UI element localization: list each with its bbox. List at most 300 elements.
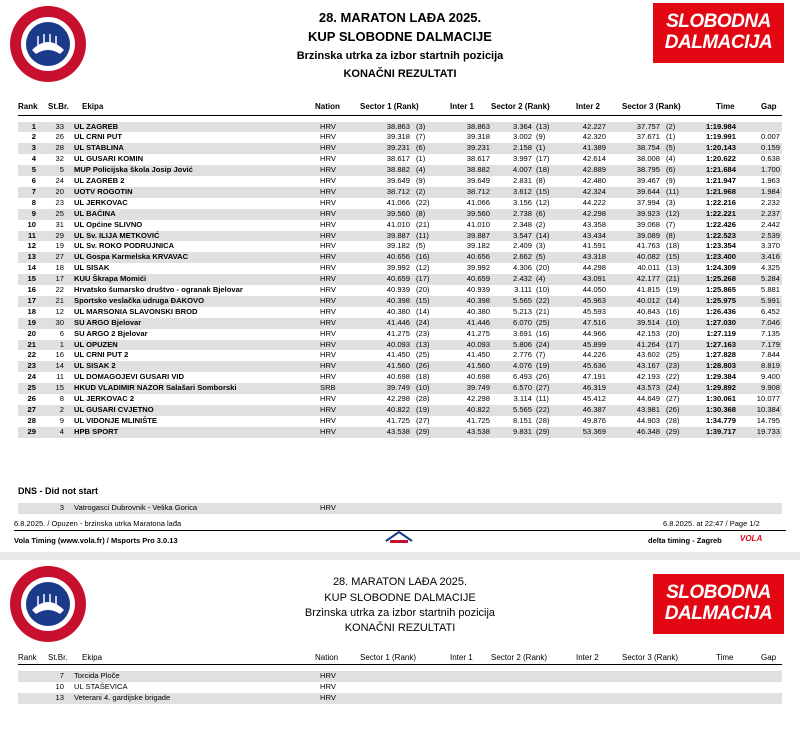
col-gap: Gap xyxy=(761,653,777,662)
sector3-rank-cell: (23) xyxy=(666,361,680,371)
team-cell: UL ZAGREB 2 xyxy=(74,176,125,185)
inter2-cell: 49.876 xyxy=(582,415,606,425)
table-row xyxy=(18,350,782,361)
results-label: KONAČNI REZULTATI xyxy=(344,622,456,634)
table-row xyxy=(18,274,782,285)
rank-cell: 5 xyxy=(31,165,36,175)
sector1-cell: 39.318 xyxy=(386,132,410,142)
sector2-rank-cell: (10) xyxy=(536,285,550,294)
team-cell: UL ZAGREB xyxy=(74,121,119,131)
inter1-cell: 40.659 xyxy=(466,274,490,284)
nation-cell: HRV xyxy=(320,350,336,360)
inter2-cell: 53.369 xyxy=(582,426,606,436)
start-no-cell: 33 xyxy=(55,121,64,131)
time-cell: 1:22.221 xyxy=(706,208,736,218)
start-no-cell: 12 xyxy=(55,306,64,316)
sector1-cell: 40.698 xyxy=(386,372,410,382)
sector1-cell: 39.649 xyxy=(386,176,410,185)
gap-cell: 9.908 xyxy=(760,383,780,393)
sector3-rank-cell: (18) xyxy=(666,241,680,251)
team-cell: UL Gospa Karmelska KRVAVAC xyxy=(74,252,189,262)
inter2-cell: 46.387 xyxy=(582,404,606,414)
team-cell: UL STAŠEVICA xyxy=(74,681,128,691)
sector3-cell: 40.843 xyxy=(636,306,660,316)
rank-cell: 16 xyxy=(27,285,36,294)
gap-cell: 14.795 xyxy=(756,415,780,425)
team-cell: UL Općine SLIVNO xyxy=(74,219,143,229)
sector3-rank-cell: (15) xyxy=(666,252,680,262)
inter2-cell: 44.966 xyxy=(582,328,606,338)
time-cell: 1:39.717 xyxy=(706,426,736,436)
sector1-rank-cell: (4) xyxy=(416,165,426,175)
nation-cell: HRV xyxy=(320,671,336,680)
inter2-cell: 42.480 xyxy=(582,176,606,185)
sector1-cell: 39.231 xyxy=(386,143,410,153)
rank-cell: 6 xyxy=(31,176,36,185)
rank-cell: 28 xyxy=(27,415,36,425)
sector1-cell: 40.398 xyxy=(386,295,410,305)
sector3-cell: 39.514 xyxy=(636,317,660,327)
sector2-cell: 2.348 xyxy=(512,219,532,229)
sector2-rank-cell: (22) xyxy=(536,404,550,414)
sector3-cell: 39.089 xyxy=(636,230,660,240)
sector2-rank-cell: (16) xyxy=(536,328,550,338)
inter2-cell: 45.412 xyxy=(582,394,606,403)
start-no-cell: 31 xyxy=(55,219,64,229)
table-row xyxy=(18,165,782,176)
team-cell: UL JERKOVAC 2 xyxy=(74,394,135,403)
time-cell: 1:21.684 xyxy=(706,165,736,175)
nation-cell: HRV xyxy=(320,165,336,175)
sector2-cell: 3.612 xyxy=(512,186,532,196)
time-cell: 1:21.947 xyxy=(706,176,736,185)
rank-cell: 13 xyxy=(27,252,36,262)
sector1-rank-cell: (25) xyxy=(416,350,430,360)
inter2-cell: 43.358 xyxy=(582,219,606,229)
time-cell: 1:23.400 xyxy=(706,252,736,262)
sector2-cell: 2.158 xyxy=(512,143,532,153)
time-cell: 1:29.384 xyxy=(706,372,736,382)
col-inter1: Inter 1 xyxy=(450,102,475,111)
inter1-cell: 39.560 xyxy=(466,208,490,218)
sector2-cell: 3.111 xyxy=(514,285,532,294)
col-inter2: Inter 2 xyxy=(576,653,599,662)
gap-cell: 8.819 xyxy=(760,361,780,371)
table-row xyxy=(18,405,782,416)
team-cell: Sportsko veslačka udruga ĐAKOVO xyxy=(74,295,204,305)
timing-logo xyxy=(384,530,414,544)
team-cell: UL JERKOVAC xyxy=(74,197,128,207)
inter1-cell: 38.712 xyxy=(466,186,490,196)
team-cell: UL VIDONJE MLINIŠTE xyxy=(74,415,157,425)
rank-cell: 3 xyxy=(31,143,36,153)
dns-row xyxy=(18,671,782,682)
sector2-rank-cell: (12) xyxy=(536,197,550,207)
sector2-rank-cell: (28) xyxy=(536,415,550,425)
sector1-cell: 38.882 xyxy=(386,165,410,175)
sector2-rank-cell: (17) xyxy=(536,154,550,164)
col-sector2: Sector 2 (Rank) xyxy=(491,102,550,111)
inter2-cell: 46.319 xyxy=(582,383,606,393)
gap-cell: 0.007 xyxy=(760,132,780,142)
results-label: KONAČNI REZULTATI xyxy=(343,68,457,80)
sector2-rank-cell: (6) xyxy=(536,208,546,218)
nation-cell: HRV xyxy=(320,503,336,512)
rank-cell: 23 xyxy=(27,361,36,371)
table-row xyxy=(18,372,782,383)
start-no-cell: 7 xyxy=(59,671,64,680)
footer-software: Vola Timing (www.vola.fr) / Msports Pro 3.0.13 xyxy=(14,536,178,545)
sector1-cell: 41.560 xyxy=(386,361,410,371)
sector1-cell: 41.725 xyxy=(386,415,410,425)
inter1-cell: 40.656 xyxy=(466,252,490,262)
rank-cell: 2 xyxy=(31,132,36,142)
sector1-cell: 39.560 xyxy=(386,208,410,218)
sector2-cell: 6.570 xyxy=(512,383,532,393)
start-no-cell: 30 xyxy=(55,317,64,327)
sector3-rank-cell: (4) xyxy=(666,154,676,164)
table-row xyxy=(18,427,782,438)
inter1-cell: 41.725 xyxy=(466,415,490,425)
team-cell: UL DOMAGOJEVI GUSARI VID xyxy=(74,372,184,382)
sector1-cell: 39.182 xyxy=(386,241,410,251)
col-sector3: Sector 3 (Rank) xyxy=(622,102,681,111)
sector2-rank-cell: (27) xyxy=(536,383,550,393)
table-row xyxy=(18,198,782,209)
start-no-cell: 21 xyxy=(55,295,64,305)
sector3-rank-cell: (11) xyxy=(666,186,679,196)
sector2-rank-cell: (25) xyxy=(536,317,550,327)
results-page-2 xyxy=(0,560,800,756)
table-row xyxy=(18,241,782,252)
nation-cell: HRV xyxy=(320,285,336,294)
rank-cell: 15 xyxy=(27,274,36,284)
col-sector1: Sector 1 (Rank) xyxy=(360,653,417,662)
nation-cell: HRV xyxy=(320,361,336,371)
inter2-cell: 44.298 xyxy=(582,263,606,273)
table-row xyxy=(18,394,782,405)
inter1-cell: 39.649 xyxy=(466,176,490,185)
nation-cell: HRV xyxy=(320,404,336,414)
start-no-cell: 10 xyxy=(55,681,64,691)
table-row xyxy=(18,143,782,154)
nation-cell: HRV xyxy=(320,219,336,229)
sector1-rank-cell: (16) xyxy=(416,252,430,262)
nation-cell: HRV xyxy=(320,681,336,691)
team-cell: UL BAĆINA xyxy=(74,208,116,218)
col-gap: Gap xyxy=(761,102,777,111)
rank-cell: 19 xyxy=(27,317,36,327)
start-no-cell: 25 xyxy=(55,208,64,218)
inter1-cell: 39.887 xyxy=(466,230,490,240)
start-no-cell: 11 xyxy=(56,372,64,382)
gap-cell: 6.452 xyxy=(760,306,780,316)
vola-logo: VOLA xyxy=(740,534,763,543)
inter1-cell: 38.882 xyxy=(466,165,490,175)
inter1-cell: 38.863 xyxy=(466,121,490,131)
team-cell: UL Sv. ROKO PODRUJNICA xyxy=(74,241,175,251)
dns-row xyxy=(18,503,782,514)
sector3-cell: 40.012 xyxy=(636,295,660,305)
dns-row xyxy=(18,682,782,693)
sector3-rank-cell: (3) xyxy=(666,197,676,207)
table-header xyxy=(0,102,800,114)
gap-cell: 7.844 xyxy=(760,350,780,360)
gap-cell: 0.159 xyxy=(760,143,780,153)
sector2-rank-cell: (11) xyxy=(536,394,549,403)
rank-cell: 12 xyxy=(27,241,36,251)
sector3-rank-cell: (10) xyxy=(666,317,680,327)
inter2-cell: 47.516 xyxy=(582,317,606,327)
sector3-rank-cell: (2) xyxy=(666,121,676,131)
sector3-rank-cell: (28) xyxy=(666,415,680,425)
sector2-rank-cell: (8) xyxy=(536,176,546,185)
start-no-cell: 22 xyxy=(55,285,64,294)
sector2-cell: 6.493 xyxy=(512,372,532,382)
sector1-cell: 41.066 xyxy=(386,197,410,207)
col-sector1: Sector 1 (Rank) xyxy=(360,102,419,111)
sector2-cell: 3.364 xyxy=(512,121,532,131)
rank-cell: 11 xyxy=(27,230,36,240)
sector3-cell: 43.602 xyxy=(636,350,660,360)
rank-cell: 21 xyxy=(27,339,36,349)
col-time: Time xyxy=(716,653,734,662)
table-row xyxy=(18,383,782,394)
gap-cell: 7.135 xyxy=(760,328,780,338)
nation-cell: HRV xyxy=(320,154,336,164)
start-no-cell: 27 xyxy=(55,252,64,262)
nation-cell: HRV xyxy=(320,252,336,262)
time-cell: 1:27.119 xyxy=(706,328,736,338)
table-row xyxy=(18,296,782,307)
team-cell: UL MARSONIA SLAVONSKI BROD xyxy=(74,306,198,316)
start-no-cell: 17 xyxy=(55,274,64,284)
sector1-cell: 38.712 xyxy=(386,186,410,196)
inter1-cell: 38.617 xyxy=(466,154,490,164)
inter1-cell: 39.182 xyxy=(466,241,490,251)
sector1-rank-cell: (3) xyxy=(416,121,426,131)
gap-cell: 7.046 xyxy=(760,317,780,327)
sector2-rank-cell: (15) xyxy=(536,186,550,196)
table-row xyxy=(18,361,782,372)
inter1-cell: 39.231 xyxy=(466,143,490,153)
team-cell: UL GUSARI CVJETNO xyxy=(74,404,154,414)
start-no-cell: 13 xyxy=(55,692,64,702)
inter2-cell: 41.389 xyxy=(582,143,606,153)
table-row xyxy=(18,318,782,329)
sector3-rank-cell: (7) xyxy=(666,219,676,229)
start-no-cell: 14 xyxy=(55,361,64,371)
sector2-rank-cell: (2) xyxy=(536,219,546,229)
sector3-cell: 43.981 xyxy=(636,404,660,414)
start-no-cell: 4 xyxy=(59,426,64,436)
gap-cell: 10.077 xyxy=(756,394,780,403)
sector3-cell: 40.011 xyxy=(637,263,660,273)
gap-cell: 1.963 xyxy=(760,176,780,185)
col-inter2: Inter 2 xyxy=(576,102,601,111)
sector1-cell: 39.749 xyxy=(386,383,410,393)
sector3-cell: 43.167 xyxy=(636,361,660,371)
sector1-cell: 41.010 xyxy=(386,219,410,229)
sector3-cell: 43.573 xyxy=(636,383,660,393)
nation-cell: HRV xyxy=(320,176,336,185)
gap-cell: 9.400 xyxy=(760,372,780,382)
inter1-cell: 40.822 xyxy=(466,404,490,414)
sector3-cell: 39.923 xyxy=(636,208,660,218)
sector3-rank-cell: (17) xyxy=(666,339,680,349)
table-row xyxy=(18,209,782,220)
rank-cell: 1 xyxy=(31,121,36,131)
sector1-rank-cell: (2) xyxy=(416,186,426,196)
start-no-cell: 32 xyxy=(55,154,64,164)
sector1-cell: 40.939 xyxy=(386,285,410,294)
nation-cell: HRV xyxy=(320,372,336,382)
gap-cell: 3.416 xyxy=(760,252,780,262)
footer-timing: delta timing - Zagreb xyxy=(648,536,722,545)
sector1-cell: 41.446 xyxy=(386,317,410,327)
sector1-rank-cell: (17) xyxy=(416,274,430,284)
sector1-cell: 41.450 xyxy=(386,350,410,360)
col-team: Ekipa xyxy=(82,102,104,111)
sector2-cell: 3.114 xyxy=(513,394,532,403)
team-cell: SU ARGO 2 Bjelovar xyxy=(74,328,148,338)
nation-cell: HRV xyxy=(320,306,336,316)
inter2-cell: 41.591 xyxy=(582,241,606,251)
inter2-cell: 42.889 xyxy=(582,165,606,175)
sector1-rank-cell: (10) xyxy=(416,383,430,393)
dns-title: DNS - Did not start xyxy=(18,486,98,496)
time-cell: 1:19.984 xyxy=(706,121,736,131)
header-divider xyxy=(18,115,782,116)
sector1-rank-cell: (14) xyxy=(416,306,430,316)
rank-cell: 10 xyxy=(27,219,36,229)
sector3-cell: 41.815 xyxy=(636,285,660,294)
sector3-rank-cell: (25) xyxy=(666,350,680,360)
nation-cell: HRV xyxy=(320,339,336,349)
sector3-cell: 41.264 xyxy=(636,339,660,349)
start-no-cell: 23 xyxy=(55,197,64,207)
nation-cell: HRV xyxy=(320,692,336,702)
team-cell: Vatrogasci Dubrovnik - Velika Gorica xyxy=(74,503,198,512)
start-no-cell: 18 xyxy=(55,263,64,273)
sector2-cell: 2.409 xyxy=(512,241,532,251)
inter1-cell: 40.698 xyxy=(466,372,490,382)
time-cell: 1:20.622 xyxy=(706,154,736,164)
start-no-cell: 24 xyxy=(55,176,64,185)
team-cell: UOTV ROGOTIN xyxy=(74,186,133,196)
col-time: Time xyxy=(716,102,735,111)
inter2-cell: 42.324 xyxy=(582,186,606,196)
time-cell: 1:25.865 xyxy=(706,285,736,294)
sector1-rank-cell: (21) xyxy=(416,219,430,229)
table-row xyxy=(18,252,782,263)
team-cell: SU ARGO Bjelovar xyxy=(74,317,142,327)
gap-cell: 2.232 xyxy=(760,197,780,207)
table-row xyxy=(18,263,782,274)
header-divider xyxy=(18,664,782,665)
rank-cell: 25 xyxy=(27,383,36,393)
start-no-cell: 3 xyxy=(59,503,64,512)
sector2-rank-cell: (13) xyxy=(536,121,550,131)
sector1-rank-cell: (11) xyxy=(416,230,429,240)
start-no-cell: 9 xyxy=(59,415,64,425)
inter1-cell: 41.275 xyxy=(466,328,490,338)
gap-cell: 1.700 xyxy=(760,165,780,175)
gap-cell: 19.733 xyxy=(756,426,780,436)
sector1-rank-cell: (6) xyxy=(416,143,426,153)
sector1-rank-cell: (18) xyxy=(416,372,430,382)
sector3-rank-cell: (5) xyxy=(666,143,676,153)
sector1-rank-cell: (26) xyxy=(416,361,430,371)
sector3-cell: 38.008 xyxy=(636,154,660,164)
team-cell: HKUD VLADIMIR NAZOR Salašari Somborski xyxy=(74,383,237,393)
team-cell: HPB SPORT xyxy=(74,426,119,436)
sector3-rank-cell: (14) xyxy=(666,295,680,305)
inter1-cell: 41.066 xyxy=(466,197,490,207)
col-nation: Nation xyxy=(315,102,340,111)
inter2-cell: 45.593 xyxy=(582,306,606,316)
inter1-cell: 40.093 xyxy=(466,339,490,349)
team-cell: UL SISAK xyxy=(74,263,110,273)
inter2-cell: 42.227 xyxy=(582,121,606,131)
nation-cell: HRV xyxy=(320,186,336,196)
sector1-rank-cell: (12) xyxy=(416,263,430,273)
sector2-cell: 4.007 xyxy=(512,165,532,175)
event-subtitle: KUP SLOBODNE DALMACIJE xyxy=(308,29,492,44)
inter2-cell: 45.899 xyxy=(582,339,606,349)
start-no-cell: 15 xyxy=(55,383,64,393)
inter2-cell: 45.963 xyxy=(582,295,606,305)
sector3-cell: 37.757 xyxy=(636,121,660,131)
inter2-cell: 45.636 xyxy=(582,361,606,371)
nation-cell: HRV xyxy=(320,274,336,284)
sector1-cell: 38.863 xyxy=(386,121,410,131)
sector2-cell: 3.002 xyxy=(512,132,532,142)
start-no-cell: 6 xyxy=(59,328,64,338)
sector1-rank-cell: (5) xyxy=(416,241,426,251)
sector3-cell: 44.903 xyxy=(636,415,660,425)
table-row xyxy=(18,285,782,296)
inter1-cell: 40.939 xyxy=(466,285,490,294)
sector1-rank-cell: (1) xyxy=(416,154,426,164)
time-cell: 1:23.354 xyxy=(706,241,736,251)
sector1-rank-cell: (22) xyxy=(416,197,430,207)
sector3-rank-cell: (1) xyxy=(666,132,676,142)
inter1-cell: 40.380 xyxy=(466,306,490,316)
sector1-rank-cell: (28) xyxy=(416,394,430,403)
table-row xyxy=(18,132,782,143)
sector1-rank-cell: (9) xyxy=(416,176,426,185)
sector1-cell: 40.380 xyxy=(386,306,410,316)
table-row xyxy=(18,416,782,427)
sector1-cell: 40.659 xyxy=(386,274,410,284)
sector1-rank-cell: (23) xyxy=(416,328,430,338)
col-start-no: St.Br. xyxy=(48,102,69,111)
sector1-cell: 41.275 xyxy=(386,328,410,338)
sector1-rank-cell: (20) xyxy=(416,285,430,294)
start-no-cell: 26 xyxy=(55,132,64,142)
team-cell: Hrvatsko šumarsko društvo - ogranak Bjelovar xyxy=(74,285,243,294)
inter1-cell: 41.560 xyxy=(466,361,490,371)
sector2-cell: 3.691 xyxy=(512,328,532,338)
sector1-rank-cell: (27) xyxy=(416,415,430,425)
sector2-cell: 2.662 xyxy=(512,252,532,262)
table-row xyxy=(18,220,782,231)
sector2-cell: 2.776 xyxy=(512,350,532,360)
sector1-cell: 39.887 xyxy=(386,230,410,240)
time-cell: 1:30.368 xyxy=(706,404,736,414)
sector2-cell: 3.156 xyxy=(512,197,532,207)
